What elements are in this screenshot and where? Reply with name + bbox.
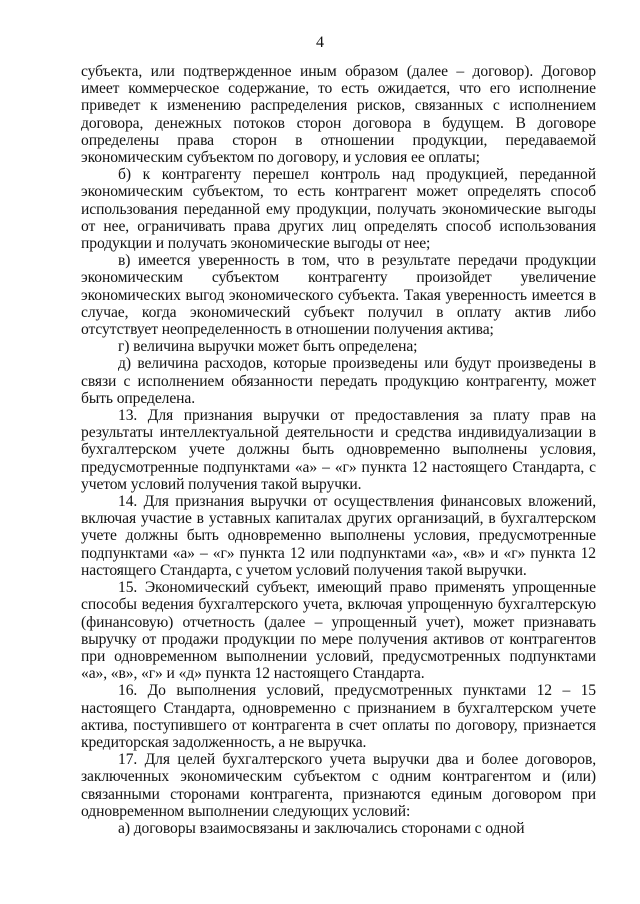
paragraph-14: 14. Для признания выручки от осуществления финансовых вложений, включая участие в уставных капиталах других организаций, в бухгалтерском учете должны быть одновременно выполнены условия, предусмотренные подпунктами «а» – «г» пункта 12 или подпунктами «а», «в» и «г» пункта 12 настоящего Стандарта, с учетом условий получения такой выручки.	[81, 493, 596, 579]
paragraph-13: 13. Для признания выручки от предоставления за плату прав на результаты интеллектуальной деятельности и средства индивидуализации в бухгалтерском учете должны быть одновременно выполнены условия, предусмотренные подпунктами «а» – «г» пункта 12 настоящего Стандарта, с учетом условий получения такой выручки.	[81, 407, 596, 493]
paragraph-subitem-d: д) величина расходов, которые произведены или будут произведены в связи с исполнением обязанности передать продукцию контрагенту, может быть определена.	[81, 355, 596, 407]
document-body	[81, 63, 596, 837]
page-number: 4	[316, 34, 324, 51]
paragraph-subitem-g: г) величина выручки может быть определена;	[118, 338, 418, 356]
paragraph-subitem-b: б) к контрагенту перешел контроль над продукцией, переданной экономическим субъектом, то есть контрагент может определять способ использования переданной ему продукции, получать экономические выгоды от нее, ограничивать права других лиц определять способ использования продукции и получать экономические выгоды от нее;	[81, 166, 596, 253]
paragraph-subitem-v: в) имеется уверенность в том, что в результате передачи продукции экономическим субъектом контрагенту произойдет увеличение экономических выгод экономического субъекта. Такая уверенность имеется в случае, когда экономический субъект получил в оплату актив либо отсутствует неопределенность в отношении получения актива;	[81, 252, 596, 339]
paragraph-15: 15. Экономический субъект, имеющий право применять упрощенные способы ведения бухгалтерского учета, включая упрощенную бухгалтерскую (финансовую) отчетность (далее – упрощенный учет), может признавать выручку от продажи продукции по мере получения активов от контрагентов при одновременном выполнении условий, предусмотренных подпунктами «а», «в», «г» и «д» пункта 12 настоящего Стандарта.	[81, 579, 596, 683]
paragraph-16: 16. До выполнения условий, предусмотренных пунктами 12 – 15 настоящего Стандарта, одновременно с признанием в бухгалтерском учете актива, поступившего от контрагента в счет оплаты по договору, признается кредиторская задолженность, а не выручка.	[81, 682, 596, 751]
paragraph-continuation: субъекта, или подтвержденное иным образом (далее – договор). Договор имеет коммерческое содержание, то есть ожидается, что его исполнение приведет к изменению распределения рисков, связанных с исполнением договора, денежных потоков сторон договора в будущем. В договоре определены права сторон в отношении продукции, передаваемой экономическим субъектом по договору, и условия ее оплаты;	[81, 63, 596, 167]
paragraph-17-subitem-a: а) договоры взаимосвязаны и заключались сторонами с одной	[118, 819, 525, 837]
paragraph-17: 17. Для целей бухгалтерского учета выручки два и более договоров, заключенных экономическим субъектом с одним контрагентом и (или) связанными сторонами контрагента, признаются единым договором при одновременном выполнении следующих условий:	[81, 751, 596, 820]
